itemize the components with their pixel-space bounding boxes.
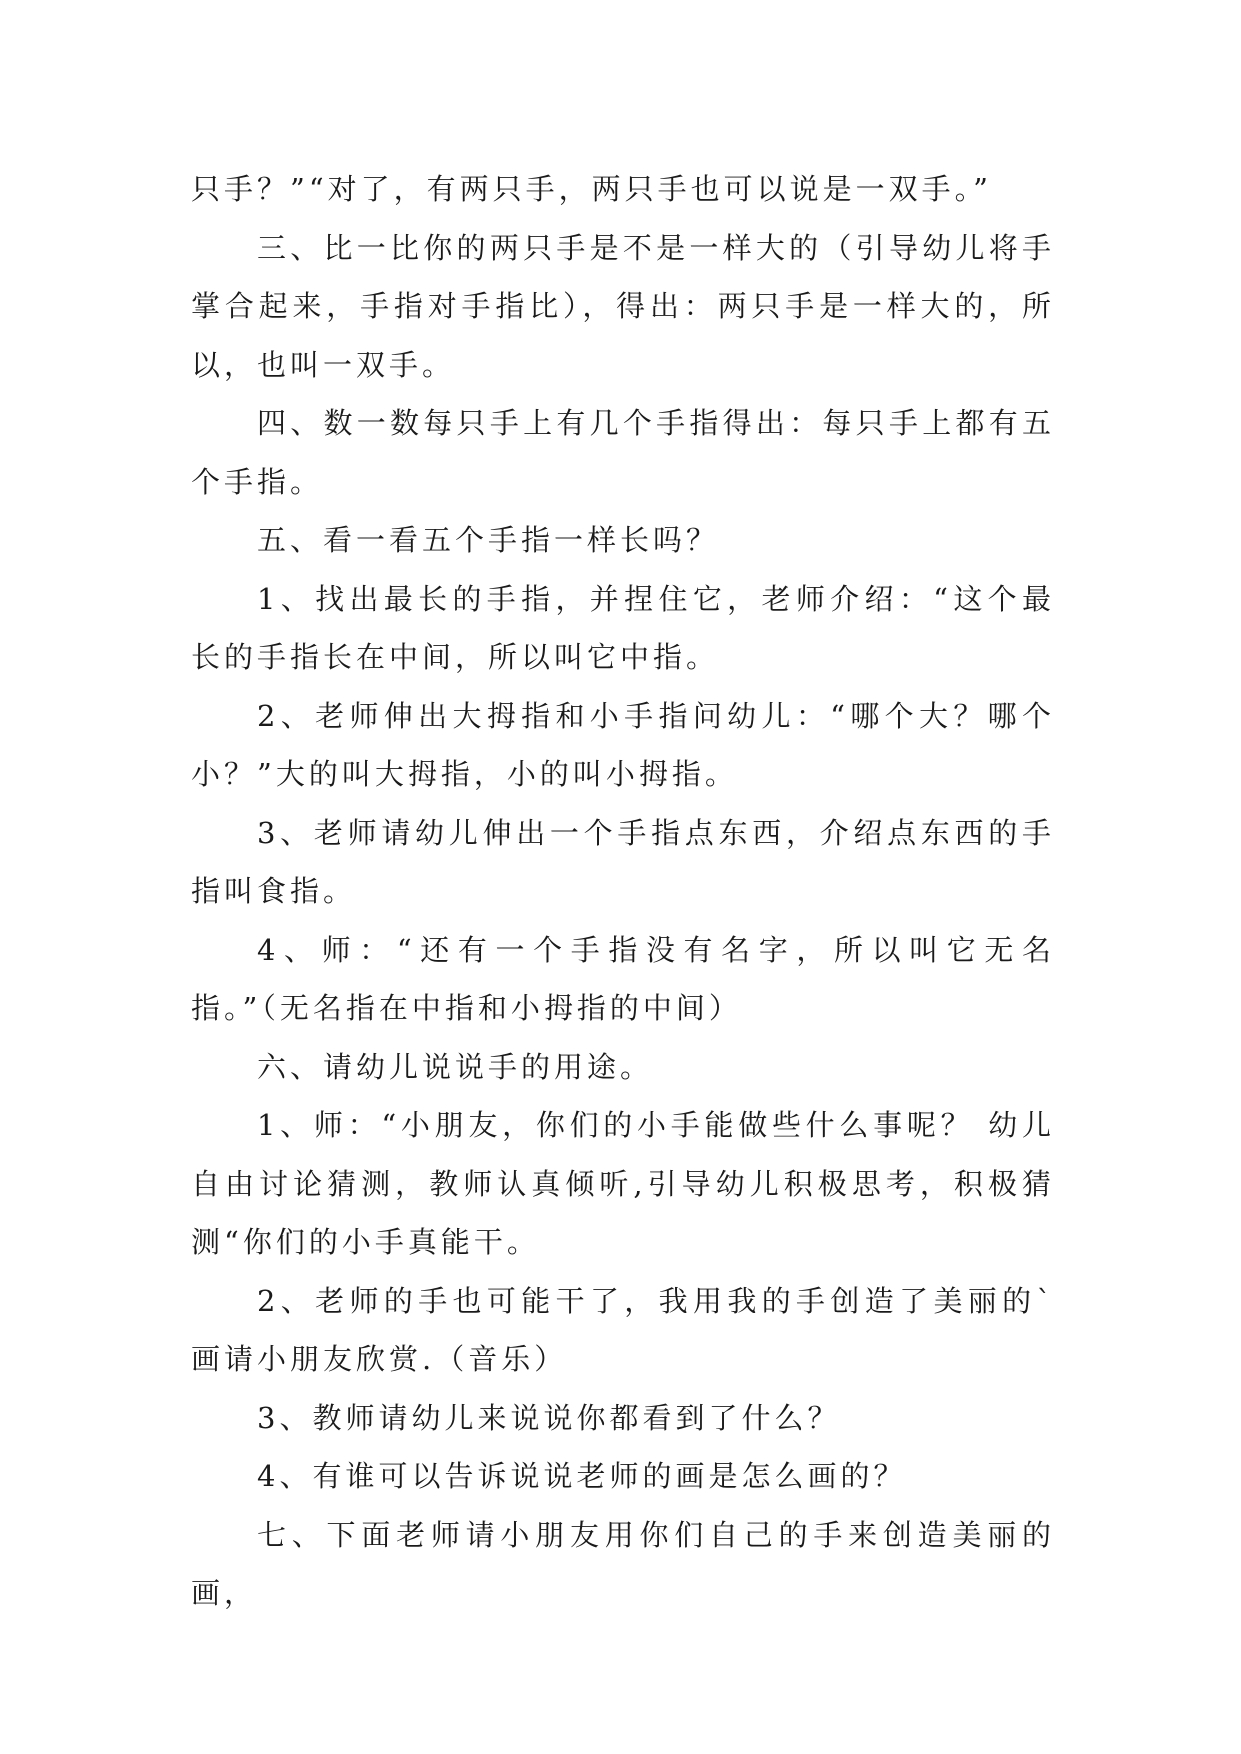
- document-body: [191, 160, 1055, 1623]
- paragraph: 三、比一比你的两只手是不是一样大的（引导幼儿将手掌合起来，手指对手指比），得出：两只手是一样大的，所以，也叫一双手。: [191, 230, 1055, 382]
- paragraph: 4、有谁可以告诉说说老师的画是怎么画的？: [257, 1459, 907, 1493]
- paragraph: 四、数一数每只手上有几个手指得出：每只手上都有五个手指。: [191, 406, 1055, 499]
- paragraph: 1、找出最长的手指，并捏住它，老师介绍：“这个最长的手指长在中间，所以叫它中指。: [191, 581, 1055, 674]
- paragraph: 五、看一看五个手指一样长吗？: [257, 523, 720, 557]
- paragraph: 1、师：“小朋友，你们的小手能做些什么事呢？ 幼儿自由讨论猜测，教师认真倾听,引导幼儿积极思考，积极猜测“你们的小手真能干。: [191, 1108, 1055, 1259]
- paragraph: 2、老师伸出大拇指和小手指问幼儿：“哪个大？哪个小？”大的叫大拇指，小的叫小拇指。: [191, 698, 1055, 791]
- paragraph: 2、老师的手也可能干了，我用我的手创造了美丽的`画请小朋友欣赏.（音乐）: [191, 1283, 1055, 1376]
- paragraph: 七、下面老师请小朋友用你们自己的手来创造美丽的画，: [191, 1517, 1055, 1610]
- paragraph: 只手？”“对了，有两只手，两只手也可以说是一双手。”: [191, 172, 992, 206]
- paragraph: 4、师：“还有一个手指没有名字，所以叫它无名指。”（无名指在中指和小拇指的中间）: [191, 932, 1055, 1025]
- paragraph: 3、教师请幼儿来说说你都看到了什么？: [257, 1400, 841, 1435]
- paragraph: 3、老师请幼儿伸出一个手指点东西，介绍点东西的手指叫食指。: [191, 815, 1055, 908]
- paragraph: 六、请幼儿说说手的用途。: [257, 1049, 654, 1084]
